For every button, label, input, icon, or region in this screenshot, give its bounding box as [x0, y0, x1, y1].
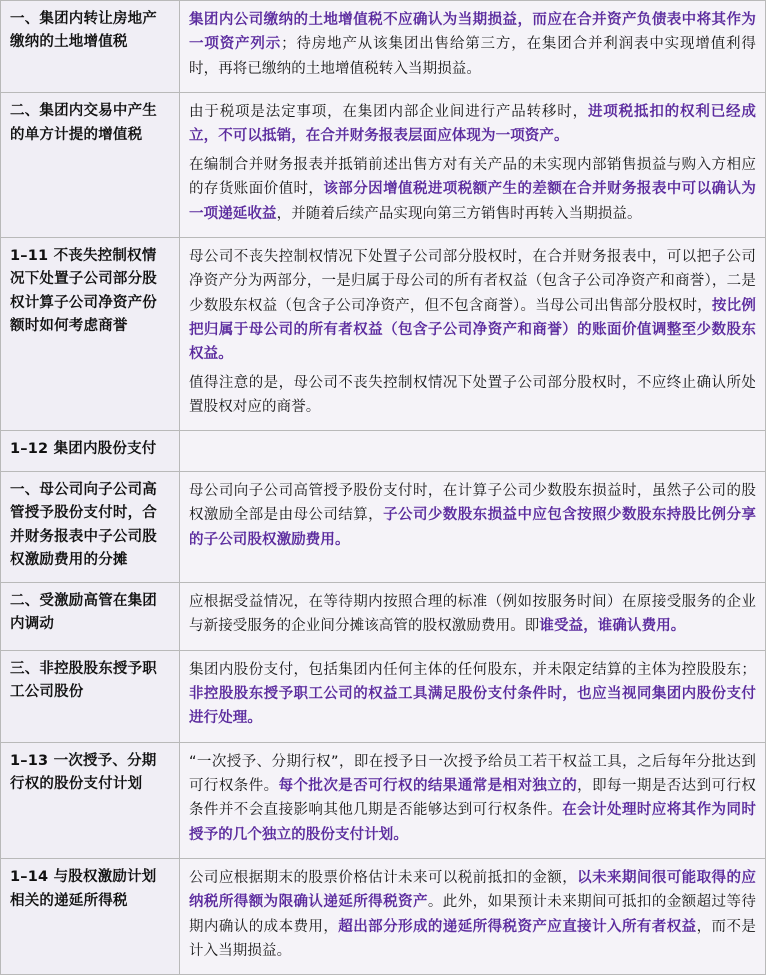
body-text: 。此外，如果预计未来期间可抵扣的金额超过等待期内确认的成本费用，	[189, 894, 756, 935]
highlighted-text: 每个批次是否可行权的结果通常是相对独立的	[278, 777, 578, 794]
body-text: 母公司不丧失控制权情况下处置子公司部分股权时，在合并财务报表中，可以把子公司净资产分为两部分，一是归属于母公司的所有者权益（包含子公司净资产和商誉），二是少数股东权益（包含子公司净资产，但不包含商誉）。当母公司出售部分股权时，	[189, 248, 756, 314]
body-text: “一次授予、分期行权”，即在授予日一次授予给员工若干权益工具，之后每年分批达到可行权条件。	[189, 753, 756, 794]
paragraph	[189, 371, 756, 420]
row-content	[180, 1, 766, 93]
row-content	[180, 582, 766, 650]
paragraph	[189, 866, 756, 963]
row-label: 1–14 与股权激励计划相关的递延所得税	[1, 859, 180, 975]
paragraph	[189, 8, 756, 81]
highlighted-text: 非控股股东授予职工公司的权益工具满足股份支付条件时，也应当视同集团内股份支付进行处理。	[189, 685, 756, 727]
row-content	[180, 431, 766, 471]
body-text: 在编制合并财务报表并抵销前述出售方对有关产品的未实现内部销售损益与购入方相应的存货账面价值时，	[189, 156, 756, 198]
table-row	[1, 582, 766, 650]
body-text: ，而不是计入当期损益。	[189, 918, 756, 960]
row-label: 二、受激励高管在集团内调动	[1, 582, 180, 650]
row-label: 1–13 一次授予、分期行权的股份支付计划	[1, 742, 180, 858]
row-content	[180, 650, 766, 742]
row-label: 一、集团内转让房地产缴纳的土地增值税	[1, 1, 180, 93]
highlighted-text: 按比例把归属于母公司的所有者权益（包含子公司净资产和商誉）的账面价值调整至少数股东权益。	[189, 297, 756, 363]
highlighted-text: 谁受益，谁确认费用。	[539, 618, 686, 635]
row-content	[180, 859, 766, 975]
highlighted-text: 该部分因增值税进项税额产生的差额在合并财务报表中可以确认为一项递延收益	[189, 181, 756, 222]
body-text: 由于税项是法定事项，在集团内部企业间进行产品转移时，	[189, 104, 588, 121]
paragraph	[189, 658, 756, 731]
row-label: 1–11 不丧失控制权情况下处置子公司部分股权计算子公司净资产份额时如何考虑商誉	[1, 237, 180, 431]
paragraph	[189, 750, 756, 847]
table-row	[1, 742, 766, 858]
table-row	[1, 859, 766, 975]
highlighted-text: 子公司少数股东损益中应包含按照少数股东持股比例分享的子公司股权激励费用。	[189, 507, 756, 548]
table-row	[1, 431, 766, 471]
row-label: 三、非控股股东授予职工公司股份	[1, 650, 180, 742]
highlighted-text: 集团内公司缴纳的土地增值税不应确认为当期损益，而应在合并资产负债表中将其作为一项资产列示	[189, 12, 756, 53]
body-text: 公司应根据期末的股票价格估计未来可以税前抵扣的金额，	[189, 870, 578, 887]
body-text: 集团内股份支付，包括集团内任何主体的任何股东，并未限定结算的主体为控股股东；	[189, 661, 756, 678]
row-content	[180, 93, 766, 238]
table-row	[1, 650, 766, 742]
paragraph	[189, 590, 756, 639]
highlighted-text: 以未来期间很可能取得的应纳税所得额为限确认递延所得税资产	[189, 870, 756, 911]
body-text: 母公司向子公司高管授予股份支付时，在计算子公司少数股东损益时，虽然子公司的股权激励全部是由母公司结算，	[189, 482, 756, 524]
body-text: 值得注意的是，母公司不丧失控制权情况下处置子公司部分股权时，不应终止确认所处置股权对应的商誉。	[189, 374, 756, 416]
highlighted-text: 进项税抵扣的权利已经成立，不可以抵销，在合并财务报表层面应体现为一项资产。	[189, 104, 756, 145]
table-row	[1, 1, 766, 93]
row-content	[180, 237, 766, 431]
body-text: ，即每一期是否达到可行权条件并不会直接影响其他几期是否能够达到可行权条件。	[189, 777, 756, 819]
highlighted-text: 超出部分形成的递延所得税资产应直接计入所有者权益	[338, 918, 697, 935]
row-content	[180, 471, 766, 582]
paragraph	[189, 245, 756, 367]
table-row	[1, 237, 766, 431]
row-label: 二、集团内交易中产生的单方计提的增值税	[1, 93, 180, 238]
row-label: 1–12 集团内股份支付	[1, 431, 180, 471]
body-text: ，并随着后续产品实现向第三方销售时再转入当期损益。	[276, 205, 642, 222]
paragraph	[189, 100, 756, 149]
paragraph	[189, 479, 756, 552]
table-row	[1, 93, 766, 238]
row-label: 一、母公司向子公司高管授予股份支付时，合并财务报表中子公司股权激励费用的分摊	[1, 471, 180, 582]
paragraph	[189, 153, 756, 226]
table-body	[1, 1, 766, 975]
row-content	[180, 742, 766, 858]
body-text: ；待房地产从该集团出售给第三方，在集团合并利润表中实现增值利得时，再将已缴纳的土地增值税转入当期损益。	[189, 36, 756, 77]
highlighted-text: 在会计处理时应将其作为同时授予的几个独立的股份支付计划。	[189, 802, 756, 843]
table-row	[1, 471, 766, 582]
body-text: 应根据受益情况，在等待期内按照合理的标准（例如按服务时间）在原接受服务的企业与新接受服务的企业间分摊该高管的股权激励费用。即	[189, 593, 756, 635]
